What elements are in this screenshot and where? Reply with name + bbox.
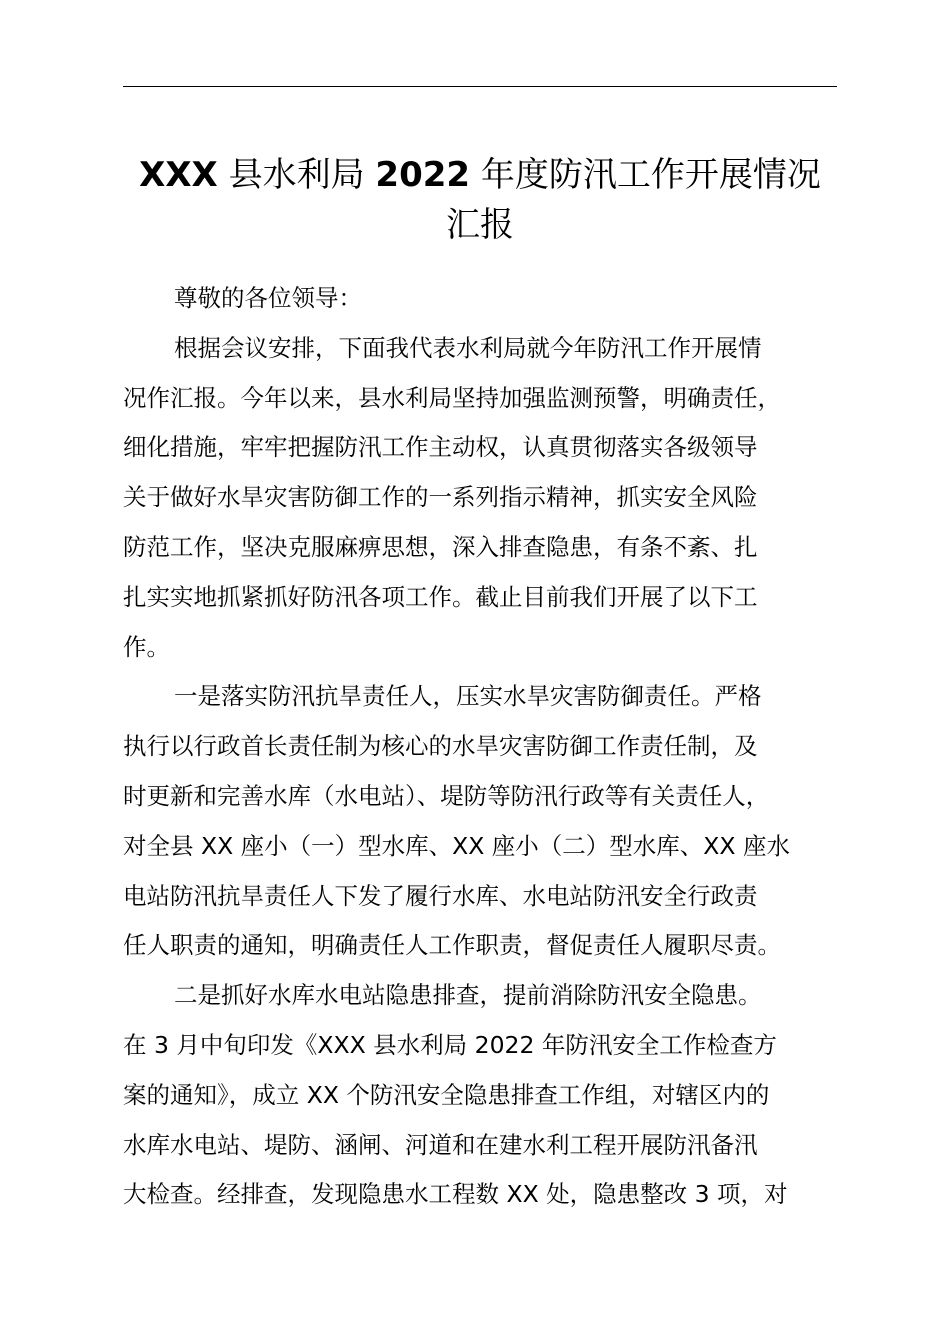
title-year: 2022 [375, 155, 471, 195]
body-text [123, 274, 837, 1220]
text-line: 水库水电站、堤防、涵闸、河道和在建水利工程开展防汛备汛 [123, 1130, 758, 1159]
text-line: 电站防汛抗旱责任人下发了履行水库、水电站防汛安全行政责 [123, 881, 758, 910]
text-line: 扎实实地抓紧抓好防汛各项工作。截止目前我们开展了以下工 [123, 582, 758, 611]
text-line: 一是落实防汛抗旱责任人，压实水旱灾害防御责任。严格 [174, 682, 762, 711]
title-bureau: 县水利局 [217, 155, 376, 195]
text-line: 根据会议安排，下面我代表水利局就今年防汛工作开展情 [174, 333, 762, 362]
text-line: 大检查。经排查，发现隐患水工程数 XX 处，隐患整改 3 项，对 [123, 1180, 788, 1209]
salutation: 尊敬的各位领导： [174, 284, 362, 312]
text-line: 防范工作，坚决克服麻痹思想，深入排查隐患，有条不紊、扎 [123, 532, 758, 561]
text-line: 执行以行政首长责任制为核心的水旱灾害防御工作责任制，及 [123, 732, 758, 761]
title-county-code: XXX [139, 155, 218, 195]
title-line-2: 汇报 [446, 205, 514, 245]
text-line: 况作汇报。今年以来，县水利局坚持加强监测预警，明确责任， [123, 383, 781, 412]
text-line: 作。 [123, 632, 170, 661]
text-line: 对全县 XX 座小（一）型水库、XX 座小（二）型水库、XX 座水 [123, 831, 790, 860]
header-rule [123, 86, 837, 87]
text-line: 关于做好水旱灾害防御工作的一系列指示精神，抓实安全风险 [123, 483, 758, 512]
title-subject: 年度防汛工作开展情况 [470, 155, 821, 195]
text-line: 案的通知》，成立 XX 个防汛安全隐患排查工作组，对辖区内的 [123, 1080, 770, 1109]
text-line: 在 3 月中旬印发《XXX 县水利局 2022 年防汛安全工作检查方 [123, 1030, 777, 1059]
text-line: 二是抓好水库水电站隐患排查，提前消除防汛安全隐患。 [174, 981, 762, 1010]
text-line: 时更新和完善水库（水电站）、堤防等防汛行政等有关责任人， [123, 781, 770, 810]
document-title [100, 150, 860, 250]
title-line-1 [100, 150, 860, 200]
text-line: 细化措施，牢牢把握防汛工作主动权，认真贯彻落实各级领导 [123, 433, 758, 462]
text-line: 任人职责的通知，明确责任人工作职责，督促责任人履职尽责。 [123, 931, 781, 960]
